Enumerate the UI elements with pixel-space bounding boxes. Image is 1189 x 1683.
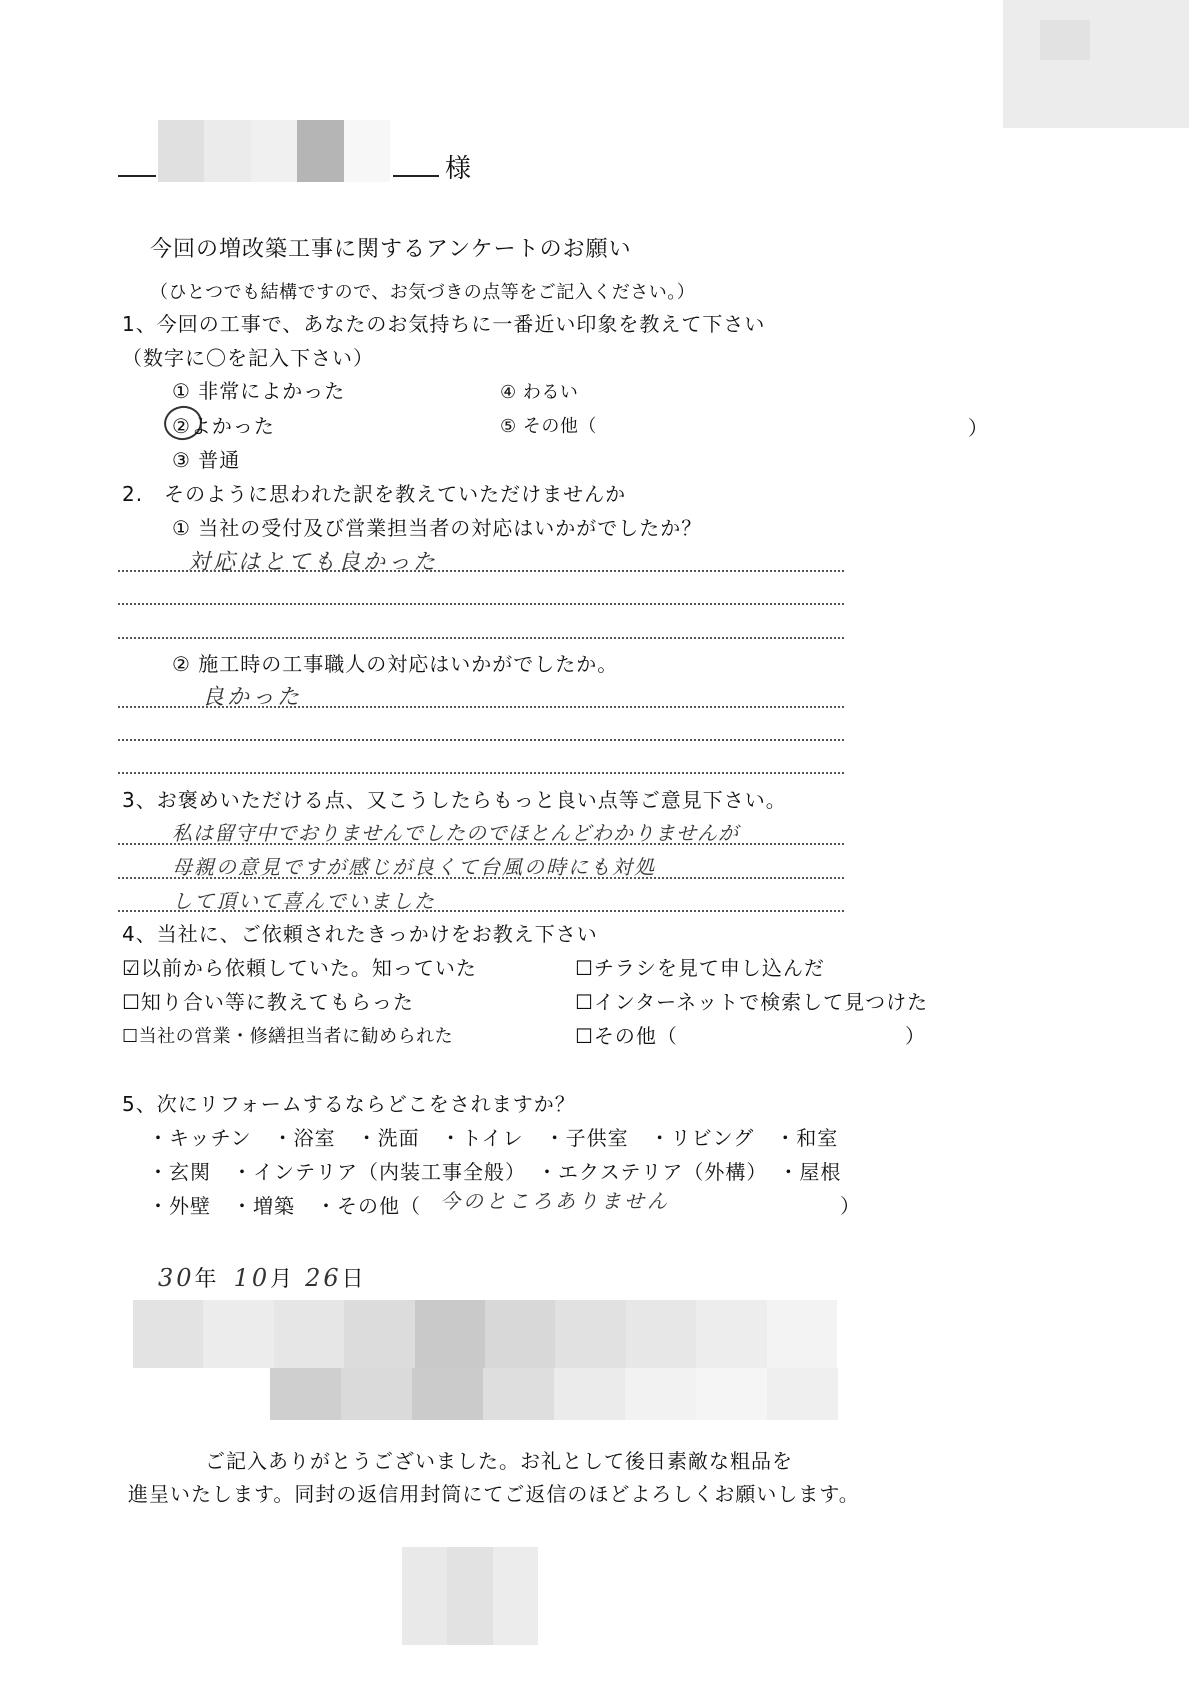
q2-question: 2. そのように思われた訳を教えていただけませんか bbox=[122, 482, 627, 506]
q4-option-internet: ☐インターネットで検索して見つけた bbox=[575, 990, 929, 1014]
q4-option-other-close: ） bbox=[905, 1024, 925, 1048]
q5-row3-answer: 今のところありません bbox=[440, 1189, 670, 1213]
q3-answer-line2: 母親の意見ですが感じが良くて台風の時にも対処 bbox=[172, 855, 656, 879]
q2-answer2: 良かった bbox=[202, 685, 303, 710]
page-title: 今回の増改築工事に関するアンケートのお願い bbox=[150, 237, 632, 262]
answer-line bbox=[118, 706, 844, 708]
q1-option-3: ③ 普通 bbox=[172, 448, 241, 472]
q4-option-other: ☐その他（ bbox=[575, 1024, 678, 1048]
answer-line bbox=[118, 843, 844, 845]
q1-option-2: ②よかった bbox=[172, 414, 275, 438]
scan-shade bbox=[1040, 20, 1090, 60]
q5-row2: ・玄関 ・インテリア（内装工事全般） ・エクステリア（外構） ・屋根 bbox=[148, 1160, 842, 1184]
answer-line bbox=[118, 739, 844, 741]
q3-answer-line3: して頂いて喜んでいました bbox=[172, 889, 436, 913]
q2-answer1: 対応はとても良かった bbox=[188, 550, 439, 575]
q2-sub2: ② 施工時の工事職人の対応はいかがでしたか。 bbox=[172, 652, 619, 676]
answer-line bbox=[118, 910, 844, 912]
salutation-suffix: 様 bbox=[445, 154, 473, 184]
q1-option-5: ⑤ その他（ bbox=[500, 416, 597, 437]
q1-question: 1、今回の工事で、あなたのお気持ちに一番近い印象を教えて下さい bbox=[122, 312, 766, 336]
redacted-stamp bbox=[402, 1547, 538, 1645]
date-month: 10 bbox=[233, 1264, 271, 1292]
q1-option-1: ① 非常によかった bbox=[172, 379, 346, 403]
q4-question: 4、当社に、ご依頼されたきっかけをお教え下さい bbox=[122, 922, 598, 946]
q3-question: 3、お褒めいただける点、又こうしたらもっと良い点等ご意見下さい。 bbox=[122, 788, 787, 812]
q4-option-flyer: ☐チラシを見て申し込んだ bbox=[575, 956, 825, 980]
footer-line2: 進呈いたします。同封の返信用封筒にてご返信のほどよろしくお願いします。 bbox=[128, 1482, 860, 1506]
answer-line bbox=[118, 877, 844, 879]
footer-line1: ご記入ありがとうございました。お礼として後日素敵な粗品を bbox=[205, 1449, 793, 1473]
date-day-unit: 日 bbox=[341, 1267, 364, 1292]
scan-shade bbox=[1003, 0, 1189, 128]
q1-option-4: ④ わるい bbox=[500, 382, 579, 403]
q4-option-friend: ☐知り合い等に教えてもらった bbox=[122, 990, 414, 1014]
q2-sub1: ① 当社の受付及び営業担当者の対応はいかがでしたか？ bbox=[172, 516, 703, 540]
name-underline-left bbox=[118, 175, 156, 177]
date-year-unit: 年 bbox=[194, 1267, 217, 1292]
date-month-unit: 月 bbox=[270, 1267, 293, 1292]
q4-option-sales: ☐当社の営業・修繕担当者に勧められた bbox=[122, 1026, 454, 1047]
redacted-name-signature bbox=[270, 1368, 838, 1420]
name-underline-right bbox=[393, 175, 439, 177]
header-note: （ひとつでも結構ですので、お気づきの点等をご記入ください。） bbox=[150, 282, 696, 303]
date-year: 30 bbox=[158, 1264, 195, 1292]
answer-line bbox=[118, 772, 844, 774]
q5-question: 5、次にリフォームするならどこをされますか？ bbox=[122, 1092, 576, 1116]
q4-option-before: ☑以前から依頼していた。知っていた bbox=[122, 956, 477, 980]
q5-row1: ・キッチン ・浴室 ・洗面 ・トイレ ・子供室 ・リビング ・和室 bbox=[148, 1126, 839, 1150]
q5-row3-close: ） bbox=[840, 1194, 860, 1218]
answer-line bbox=[118, 570, 844, 572]
redacted-address bbox=[133, 1300, 837, 1368]
q3-answer-line1: 私は留守中でおりませんでしたのでほとんどわかりませんが bbox=[172, 821, 739, 845]
redacted-name bbox=[158, 120, 390, 182]
answer-line bbox=[118, 603, 844, 605]
q1-instruction: （数字に〇を記入下さい） bbox=[122, 346, 374, 370]
date-day: 26 bbox=[305, 1264, 342, 1292]
survey-date bbox=[158, 1262, 364, 1293]
q1-option-5-close: ） bbox=[968, 416, 988, 440]
q5-row3: ・外壁 ・増築 ・その他（ bbox=[148, 1194, 421, 1218]
answer-line bbox=[118, 637, 844, 639]
